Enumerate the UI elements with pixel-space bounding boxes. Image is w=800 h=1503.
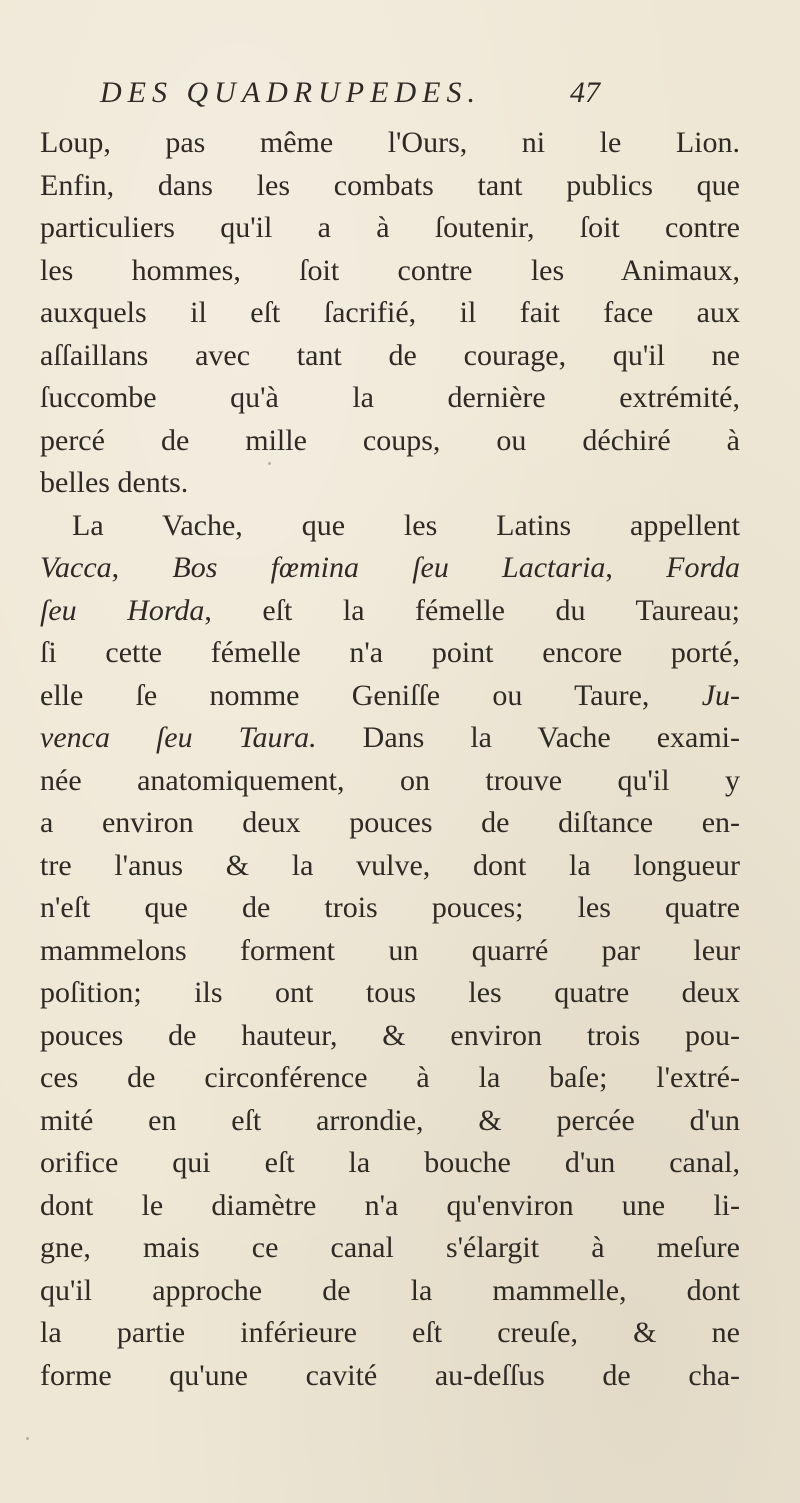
text-line — [40, 930, 740, 973]
page-number: 47 — [570, 76, 600, 109]
text-segment: ces de circonférence à la baſe; l'extré- — [40, 1061, 740, 1094]
text-line — [40, 760, 740, 803]
text-segment: particuliers qu'il a à ſoutenir, ſoit contre — [40, 211, 740, 244]
text-line — [40, 590, 740, 633]
text-line — [40, 1312, 740, 1355]
text-line — [40, 1015, 740, 1058]
text-segment: Dans la Vache exami- — [316, 721, 740, 754]
italic-text: Forda — [666, 551, 741, 584]
text-line — [40, 335, 740, 378]
text-segment: pouces de hauteur, & environ trois pou- — [40, 1018, 740, 1052]
text-segment: auxquels il eſt ſacrifié, il fait face aux — [40, 296, 740, 329]
text-segment: poſition; ils ont tous les quatre deux — [40, 976, 740, 1009]
text-segment: forme qu'une cavité au-deſſus de cha- — [40, 1358, 740, 1392]
italic-text: ſeu Horda — [40, 593, 205, 627]
text-line — [40, 292, 740, 335]
body-text — [40, 122, 740, 1397]
text-segment: orifice qui eſt la bouche d'un canal, — [40, 1146, 740, 1179]
italic-text: venca ſeu Taura. — [40, 721, 317, 754]
text-line — [40, 1142, 740, 1185]
text-segment: belles dents. — [40, 466, 189, 499]
text-line — [40, 887, 740, 930]
text-segment: , — [605, 551, 667, 584]
text-line — [40, 972, 740, 1015]
italic-text: Bos fœmina — [172, 551, 359, 584]
text-segment: percé de mille coups, ou déchiré à — [40, 423, 740, 457]
text-line — [40, 377, 740, 420]
text-segment: a environ deux pouces de diſtance en- — [40, 806, 740, 839]
text-segment: , eſt la fémelle du Taureau; — [204, 593, 740, 627]
text-segment: mammelons forment un quarré par leur — [40, 933, 740, 967]
text-segment: ſi cette fémelle n'a point encore porté, — [40, 636, 740, 669]
page-header — [100, 70, 660, 118]
text-segment: la partie inférieure eſt creuſe, & ne — [40, 1316, 740, 1349]
text-line — [40, 1100, 740, 1143]
italic-text: Vacca — [40, 551, 112, 584]
text-line — [40, 165, 740, 208]
text-segment: n'eſt que de trois pouces; les quatre — [40, 891, 740, 924]
italic-text: ſeu Lactaria — [412, 551, 606, 584]
text-line — [40, 1355, 740, 1398]
text-line — [40, 632, 740, 675]
italic-text: Ju- — [701, 678, 740, 712]
paper-speck — [26, 1437, 29, 1440]
text-segment: elle ſe nomme Geniſſe ou Taure, — [40, 678, 702, 712]
text-segment: ſuccombe qu'à la dernière extrémité, — [40, 381, 740, 414]
text-line — [40, 1057, 740, 1100]
text-segment: , — [111, 551, 173, 584]
text-line — [40, 845, 740, 888]
running-title: DES QUADRUPEDES. — [100, 76, 481, 109]
text-segment: Enfin, dans les combats tant publics que — [40, 168, 740, 202]
text-segment: née anatomiquement, on trouve qu'il y — [40, 763, 740, 797]
text-line — [40, 122, 740, 165]
text-line — [40, 250, 740, 293]
text-segment: les hommes, ſoit contre les Animaux, — [40, 253, 740, 287]
text-segment: qu'il approche de la mammelle, dont — [40, 1273, 740, 1307]
text-segment: Loup, pas même l'Ours, ni le Lion. — [40, 126, 740, 159]
text-line — [40, 717, 740, 760]
text-line — [40, 462, 740, 505]
paper-speck — [268, 462, 271, 465]
text-segment: tre l'anus & la vulve, dont la longueur — [40, 848, 740, 882]
text-line — [40, 505, 740, 548]
text-line — [40, 207, 740, 250]
text-segment: dont le diamètre n'a qu'environ une li- — [40, 1188, 740, 1222]
text-segment: La Vache, que les Latins appellent — [72, 508, 740, 542]
text-line — [40, 1185, 740, 1228]
text-line — [40, 1227, 740, 1270]
text-line — [40, 675, 740, 718]
text-line — [40, 420, 740, 463]
text-line — [40, 547, 740, 590]
text-line — [40, 802, 740, 845]
text-line — [40, 1270, 740, 1313]
text-segment: aſſaillans avec tant de courage, qu'il ne — [40, 338, 740, 372]
text-segment — [359, 551, 412, 584]
text-segment: mité en eſt arrondie, & percée d'un — [40, 1103, 740, 1137]
text-segment: gne, mais ce canal s'élargit à meſure — [40, 1231, 740, 1264]
